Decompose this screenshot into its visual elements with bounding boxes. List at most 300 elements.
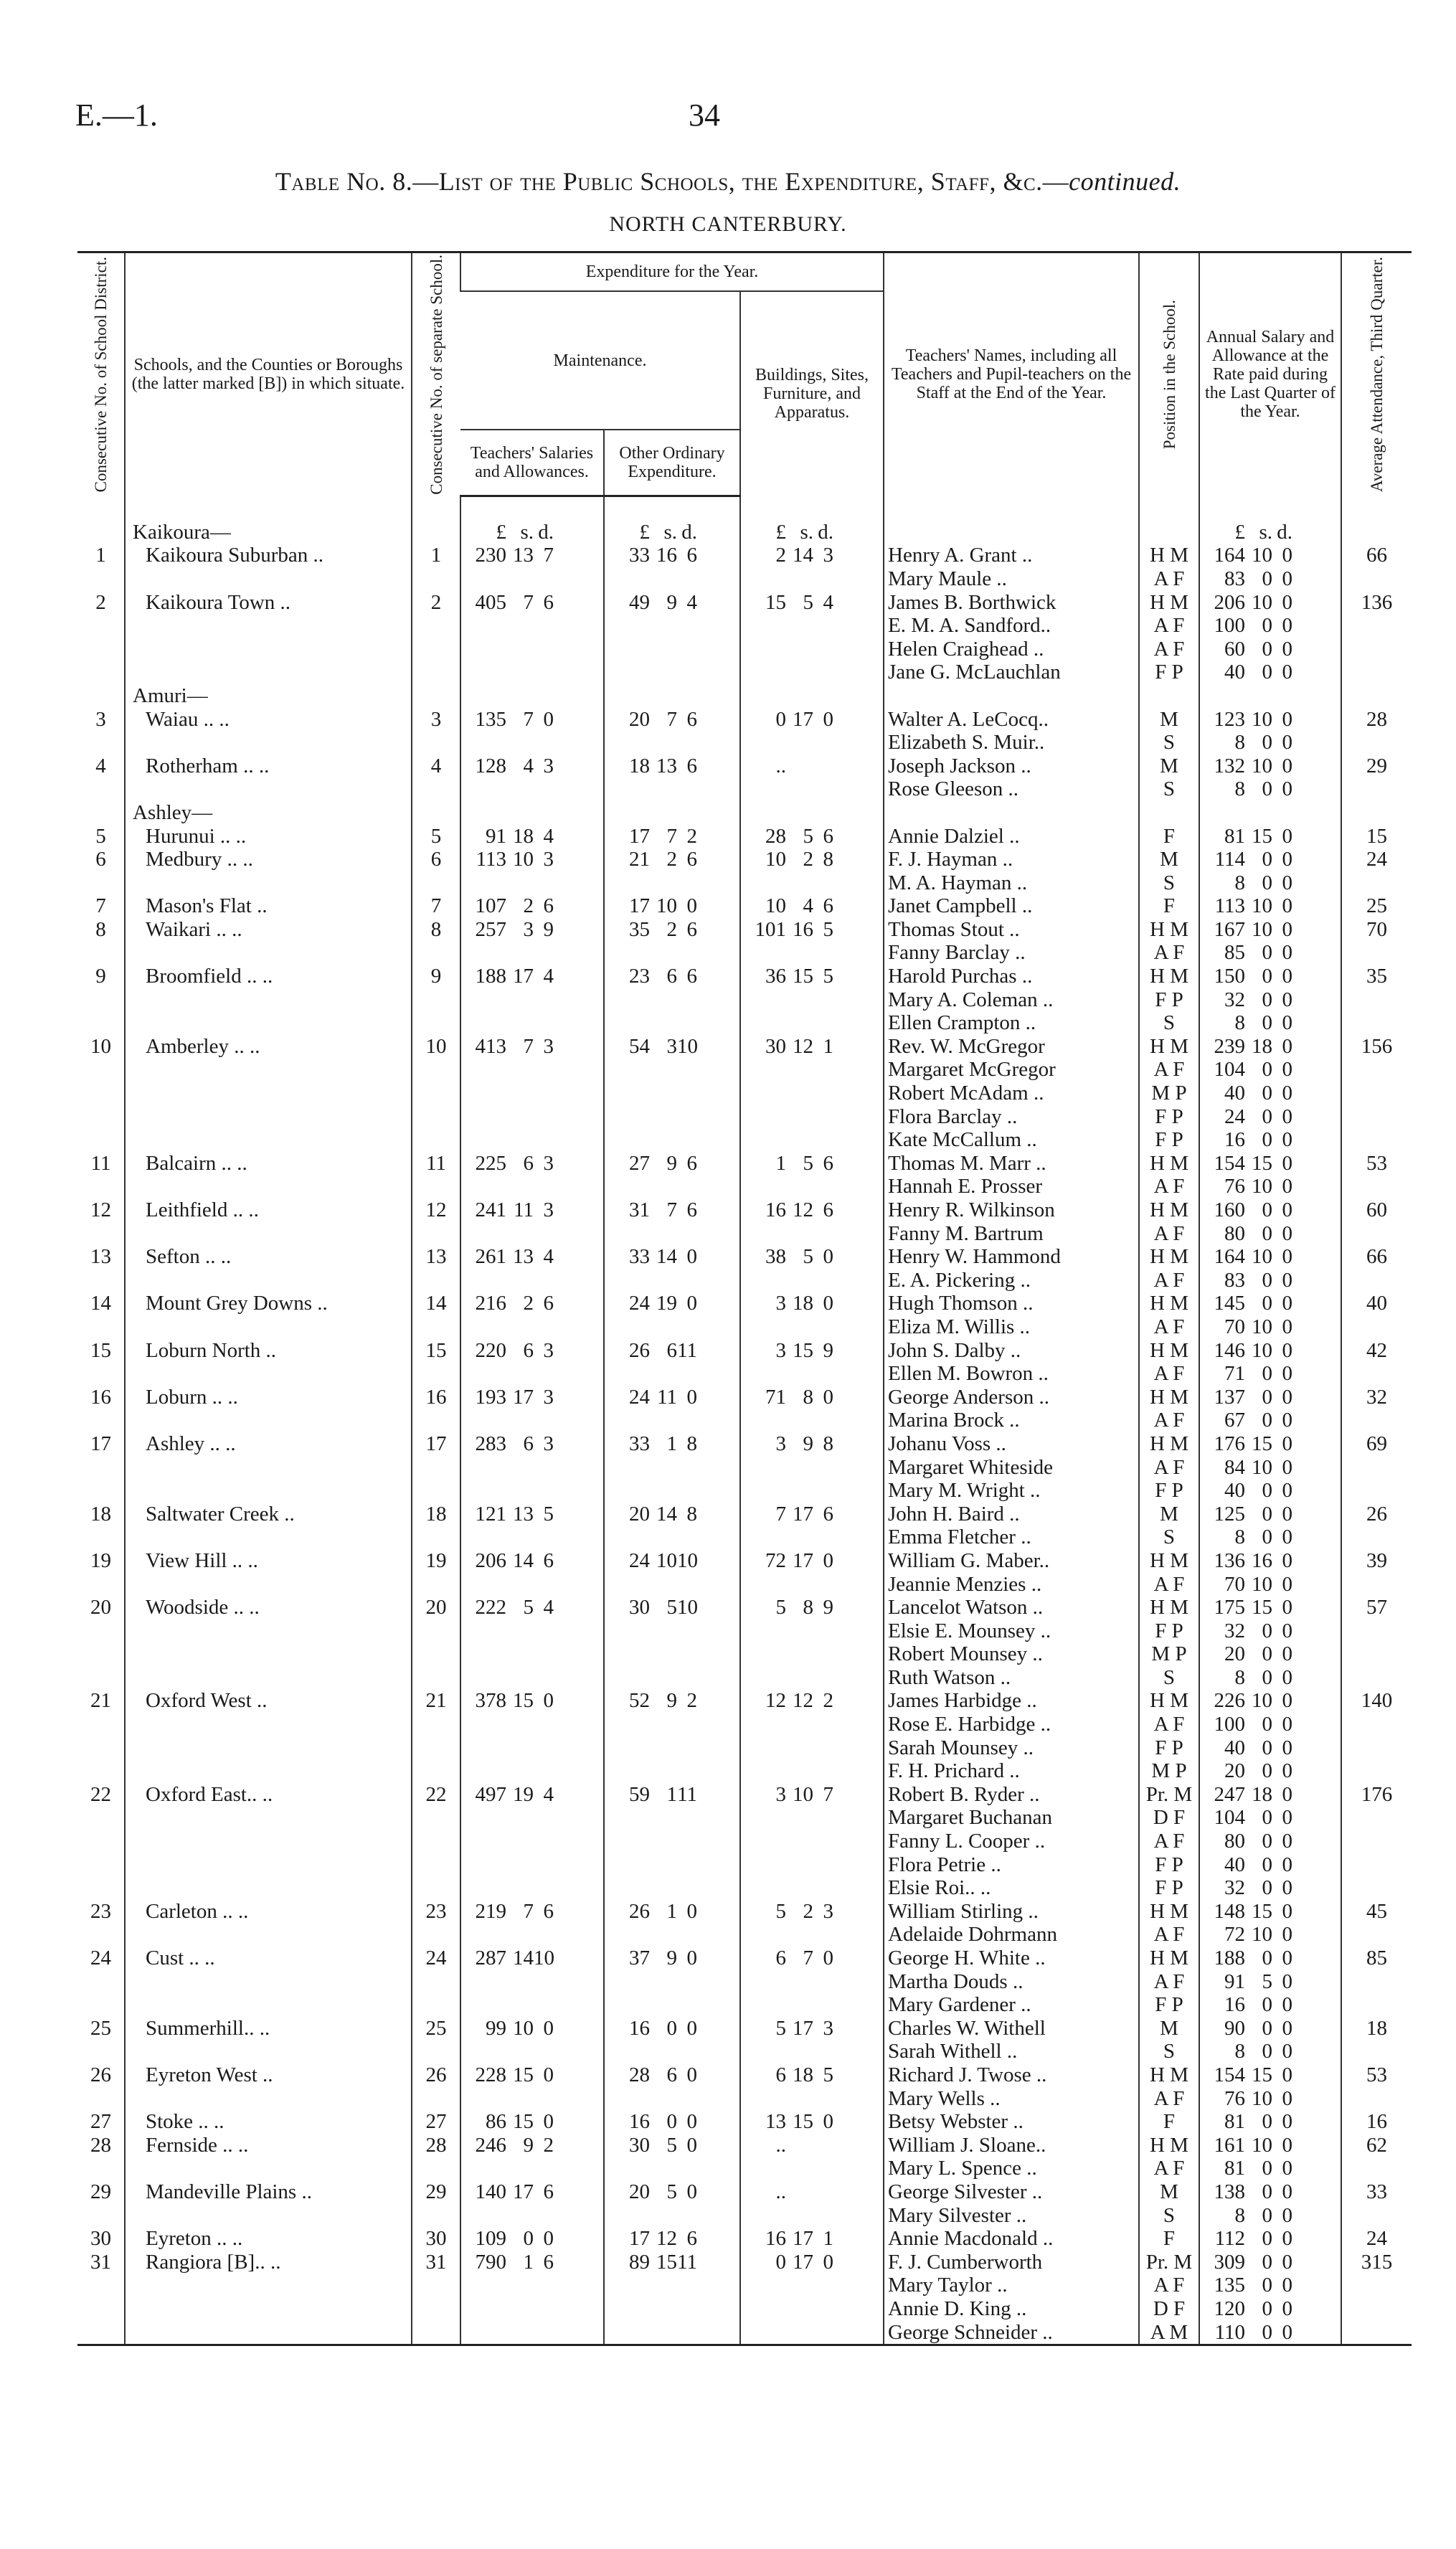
- col-attendance-header: Average Attendance, Third Quarter.: [1341, 252, 1412, 496]
- col-teachers-header: Teachers' Names, including all Teachers and Pupil-teachers on the Staff at the End of the Year.: [884, 252, 1139, 496]
- teacher-row: [77, 2274, 1412, 2297]
- county-group-label: Ashley—: [125, 801, 412, 825]
- cell: [604, 1666, 740, 1690]
- teacher-row: [77, 661, 1412, 684]
- amount-pounds: 790: [475, 2250, 506, 2274]
- cell: [740, 801, 884, 825]
- teacher-position: A F: [1139, 567, 1199, 591]
- cell: [604, 1128, 740, 1152]
- school-row: [77, 1152, 1412, 1176]
- cell: [740, 941, 884, 965]
- cell: [77, 2204, 125, 2228]
- amount-pounds: 100: [1214, 614, 1245, 638]
- amount-pence: 0: [823, 2250, 833, 2274]
- document-code: E.—1.: [75, 98, 158, 133]
- teacher-position: H M: [1139, 1689, 1199, 1713]
- teacher-salary: [1199, 708, 1341, 732]
- district-number: 24: [90, 1947, 111, 1970]
- school-row: [77, 708, 1412, 732]
- amount-pounds: 241: [475, 1198, 506, 1222]
- cell: [125, 1923, 412, 1947]
- amount-pounds: 228: [475, 2063, 506, 2086]
- salaries-amount: [460, 1292, 604, 1315]
- salaries-amount: [460, 965, 604, 988]
- attendance-value: 45: [1341, 1900, 1412, 1924]
- teacher-name: Ruth Watson ..: [884, 1666, 1139, 1690]
- amount-pence: 9: [823, 1596, 833, 1619]
- district-number: 5: [95, 824, 106, 848]
- teacher-salary: [1199, 1876, 1341, 1900]
- teacher-name: Fanny Barclay ..: [884, 941, 1139, 965]
- amount-pence: 0: [686, 2180, 697, 2203]
- amount-shillings: 6: [666, 2063, 677, 2086]
- amount-shillings: 17: [793, 2250, 813, 2274]
- district-number: 28: [90, 2133, 111, 2157]
- cell: [125, 1573, 412, 1597]
- teacher-name: Margaret Buchanan: [884, 1806, 1139, 1830]
- amount-pounds: 3: [775, 1338, 786, 1362]
- attendance-value: 28: [1341, 708, 1412, 732]
- cell: [77, 1526, 125, 1549]
- cell: [125, 2321, 412, 2345]
- school-row: [77, 1339, 1412, 1363]
- buildings-amount: [740, 1035, 884, 1059]
- amount-shillings: 0: [1262, 1502, 1272, 1526]
- school-row: [77, 1198, 1412, 1222]
- amount-shillings: 15: [793, 1338, 813, 1362]
- cell: [460, 988, 604, 1012]
- amount-pence: 0: [1282, 941, 1292, 965]
- amount-shillings: 0: [1262, 2040, 1272, 2063]
- amount-pounds: 206: [475, 1548, 506, 1572]
- amount-shillings: 2: [803, 1899, 813, 1923]
- amount-pence: 0: [543, 2016, 554, 2040]
- school-name: Waikari .. ..: [125, 918, 412, 942]
- amount-pounds: 226: [1214, 1689, 1245, 1713]
- attendance-value: 25: [1341, 894, 1412, 918]
- amount-shillings: 15: [513, 1689, 534, 1713]
- teacher-row: [77, 1713, 1412, 1736]
- amount-shillings: 9: [666, 1689, 677, 1713]
- amount-shillings: 15: [513, 2110, 534, 2134]
- cell: [604, 801, 740, 825]
- cell: [740, 2157, 884, 2180]
- district-number: 23: [90, 1899, 111, 1923]
- teacher-position: F P: [1139, 1853, 1199, 1877]
- cell: [77, 638, 125, 661]
- amount-pounds: 12: [765, 1689, 786, 1713]
- teacher-name: Lancelot Watson ..: [884, 1596, 1139, 1619]
- school-name: Mount Grey Downs ..: [125, 1292, 412, 1315]
- attendance-value: 70: [1341, 918, 1412, 942]
- cell: [460, 496, 604, 521]
- amount-pence: 0: [1282, 1409, 1292, 1432]
- amount-shillings: 0: [1262, 1876, 1272, 1900]
- salaries-amount: [460, 1900, 604, 1924]
- district-number: 18: [90, 1502, 111, 1526]
- amount-pence: 0: [543, 2227, 554, 2251]
- school-row: [77, 755, 1412, 778]
- cell: [460, 731, 604, 755]
- teacher-name: E. A. Pickering ..: [884, 1269, 1139, 1292]
- amount-shillings: 5: [666, 2133, 677, 2157]
- teacher-name: Elsie E. Mounsey ..: [884, 1619, 1139, 1643]
- cell: [77, 731, 125, 755]
- school-number: 26: [412, 2063, 460, 2087]
- teacher-row: [77, 1456, 1412, 1480]
- amount-pence: 9: [543, 917, 554, 941]
- amount-pounds: 81: [1224, 2157, 1245, 2180]
- cell: [77, 1269, 125, 1292]
- school-name: Balcairn .. ..: [125, 1152, 412, 1176]
- teacher-row: [77, 1759, 1412, 1783]
- cell: [1341, 1128, 1412, 1152]
- amount-pence: 0: [1282, 1806, 1292, 1830]
- school-number: 17: [412, 1432, 460, 1456]
- teacher-salary: [1199, 1713, 1341, 1736]
- school-name: Hurunui .. ..: [125, 825, 412, 848]
- school-number: 3: [412, 708, 460, 732]
- school-name: Cust .. ..: [125, 1947, 412, 1970]
- cell: [604, 1479, 740, 1503]
- amount-pence: 8: [823, 1432, 833, 1455]
- amount-shillings: 0: [1262, 2110, 1272, 2134]
- amount-shillings: 5: [803, 1151, 813, 1175]
- cell: [1341, 801, 1412, 825]
- cell: [740, 1759, 884, 1783]
- salaries-amount: [460, 1503, 604, 1526]
- cell: [1341, 1222, 1412, 1246]
- amount-pence: 0: [1282, 2016, 1292, 2040]
- cell: [604, 1409, 740, 1432]
- amount-pence: 0: [1282, 2180, 1292, 2203]
- amount-pence: 0: [543, 2063, 554, 2086]
- amount-pounds: 86: [486, 2110, 506, 2134]
- amount-pounds: 49: [629, 590, 650, 614]
- teacher-salary: [1199, 918, 1341, 942]
- cell: [740, 2087, 884, 2111]
- teacher-row: [77, 2040, 1412, 2063]
- table-title-main: Table No. 8.—List of the Public Schools, the Expenditure, Staff, &c.—: [275, 167, 1069, 196]
- amount-pounds: 188: [475, 965, 506, 988]
- salaries-amount: [460, 1783, 604, 1807]
- cell: [77, 1853, 125, 1877]
- salaries-amount: [460, 755, 604, 778]
- cell: [604, 1713, 740, 1736]
- cell: [1341, 684, 1412, 708]
- other-amount: [604, 2251, 740, 2274]
- amount-pence: 5: [823, 2063, 833, 2086]
- cell: [1341, 2297, 1412, 2321]
- school-number: 21: [412, 1689, 460, 1713]
- teacher-position: S: [1139, 1526, 1199, 1549]
- amount-pence: 6: [543, 1292, 554, 1315]
- school-name: Sefton .. ..: [125, 1245, 412, 1269]
- teacher-position: Pr. M: [1139, 1783, 1199, 1807]
- teacher-row: [77, 1082, 1412, 1105]
- teacher-salary: [1199, 2297, 1341, 2321]
- teacher-name: Harold Purchas ..: [884, 965, 1139, 988]
- cell: [125, 2087, 412, 2111]
- other-amount: [604, 918, 740, 942]
- amount-pounds: 125: [1214, 1502, 1245, 1526]
- other-amount: [604, 2134, 740, 2157]
- amount-shillings: 11: [514, 1198, 534, 1222]
- buildings-amount: [740, 708, 884, 732]
- amount-pence: 0: [686, 894, 697, 918]
- teacher-name: Jeannie Menzies ..: [884, 1573, 1139, 1597]
- cell: [77, 1456, 125, 1480]
- amount-shillings: 9: [523, 2133, 534, 2157]
- cell: [604, 1362, 740, 1386]
- amount-pence: 4: [543, 824, 554, 848]
- buildings-amount: [740, 1596, 884, 1619]
- school-number: 8: [412, 918, 460, 942]
- amount-pence: 6: [543, 2180, 554, 2203]
- salaries-amount: [460, 1152, 604, 1176]
- school-number: 25: [412, 2017, 460, 2040]
- amount-pence: 0: [686, 2016, 697, 2040]
- district-number: 31: [90, 2250, 111, 2274]
- amount-pounds: 230: [475, 544, 506, 567]
- cell: [77, 1666, 125, 1690]
- cell: [77, 1806, 125, 1830]
- amount-pounds: 32: [1224, 1876, 1245, 1900]
- cell: [77, 2157, 125, 2180]
- teacher-position: H M: [1139, 1432, 1199, 1456]
- amount-shillings: 10: [1252, 590, 1272, 614]
- amount-pence: 6: [543, 2250, 554, 2274]
- cell: [125, 2297, 412, 2321]
- teacher-position: S: [1139, 871, 1199, 895]
- amount-pence: 0: [1282, 1338, 1292, 1362]
- amount-pence: 5: [543, 1502, 554, 1526]
- amount-pounds: 71: [765, 1385, 786, 1409]
- school-row: [77, 848, 1412, 871]
- amount-pence: 0: [1282, 1759, 1292, 1783]
- amount-pounds: 222: [475, 1596, 506, 1619]
- amount-shillings: 17: [513, 1385, 534, 1409]
- amount-pence: 9: [823, 1338, 833, 1362]
- amount-pence: 4: [543, 965, 554, 988]
- amount-shillings: 0: [666, 2110, 677, 2134]
- teacher-position: A F: [1139, 638, 1199, 661]
- amount-shillings: 0: [1262, 1642, 1272, 1666]
- cell: [460, 661, 604, 684]
- cell: [1341, 1315, 1412, 1339]
- amount-pounds: 8: [1234, 871, 1245, 894]
- amount-shillings: 0: [1262, 1198, 1272, 1222]
- amount-shillings: 0: [1262, 1619, 1272, 1642]
- cell: [77, 801, 125, 825]
- amount-pounds: 35: [629, 917, 650, 941]
- amount-shillings: 17: [793, 1548, 813, 1572]
- amount-pence: 8: [686, 1432, 697, 1455]
- amount-pounds: 81: [1224, 824, 1245, 848]
- col-position-header: Position in the School.: [1139, 252, 1199, 496]
- salaries-amount: [460, 848, 604, 871]
- cell: [740, 2297, 884, 2321]
- cell: [125, 1456, 412, 1480]
- cell: [77, 1315, 125, 1339]
- cell: [740, 1993, 884, 2017]
- amount-pence: 3: [543, 1432, 554, 1455]
- teacher-position: F: [1139, 2227, 1199, 2251]
- amount-shillings: 0: [1262, 2320, 1272, 2344]
- teacher-position: F P: [1139, 661, 1199, 684]
- teacher-salary: [1199, 848, 1341, 871]
- amount-shillings: 14: [656, 1502, 677, 1526]
- amount-pence: 4: [686, 590, 697, 614]
- amount-shillings: 6: [523, 1338, 534, 1362]
- teacher-position: M: [1139, 848, 1199, 871]
- teacher-salary: [1199, 567, 1341, 591]
- amount-pounds: 109: [475, 2227, 506, 2251]
- teacher-position: F P: [1139, 1105, 1199, 1129]
- amount-pounds: 0: [775, 2250, 786, 2274]
- teacher-position: M: [1139, 755, 1199, 778]
- school-number: 5: [412, 825, 460, 848]
- amount-shillings: s.: [1259, 520, 1272, 544]
- cell: [125, 1315, 412, 1339]
- amount-shillings: 10: [1252, 917, 1272, 941]
- amount-pence: 3: [543, 1338, 554, 1362]
- cell: [740, 1082, 884, 1105]
- amount-pounds: 6: [775, 1947, 786, 1970]
- attendance-value: 136: [1341, 591, 1412, 615]
- amount-pounds: 76: [1224, 2086, 1245, 2110]
- amount-pence: 3: [543, 1198, 554, 1222]
- school-number: 20: [412, 1596, 460, 1619]
- teacher-salary: [1199, 2274, 1341, 2297]
- amount-pence: 0: [1282, 731, 1292, 755]
- cell: [740, 1853, 884, 1877]
- cell: [604, 2087, 740, 2111]
- amount-pounds: 261: [475, 1245, 506, 1269]
- cell: [740, 1011, 884, 1035]
- school-name: Loburn North ..: [125, 1339, 412, 1363]
- teacher-name: Charles W. Withell: [884, 2017, 1139, 2040]
- cell: [77, 684, 125, 708]
- cell: [1341, 988, 1412, 1012]
- amount-pounds: 40: [1224, 1479, 1245, 1503]
- amount-shillings: 5: [1262, 1969, 1272, 1993]
- teacher-salary: [1199, 1011, 1341, 1035]
- amount-pounds: 206: [1214, 590, 1245, 614]
- district-number: 29: [90, 2180, 111, 2203]
- amount-shillings: 0: [1262, 941, 1272, 965]
- cell: [740, 777, 884, 801]
- cell: [412, 801, 460, 825]
- cell: [412, 614, 460, 638]
- cell: [460, 1876, 604, 1900]
- amount-pounds: 135: [475, 707, 506, 731]
- amount-shillings: 15: [1252, 824, 1272, 848]
- amount-shillings: 0: [1262, 2203, 1272, 2227]
- buildings-amount: [740, 2227, 884, 2251]
- cell: [125, 1011, 412, 1035]
- school-row: [77, 825, 1412, 848]
- amount-pounds: 112: [1214, 2227, 1245, 2251]
- amount-pounds: 16: [765, 1198, 786, 1222]
- teacher-salary: [1199, 1128, 1341, 1152]
- amount-pounds: 3: [775, 1782, 786, 1806]
- buildings-amount: [740, 965, 884, 988]
- amount-pence: 0: [1282, 1923, 1292, 1947]
- cell: [604, 1269, 740, 1292]
- cell: [125, 1175, 412, 1198]
- amount-shillings: 0: [1262, 614, 1272, 638]
- amount-pounds: 160: [1214, 1198, 1245, 1222]
- district-number: 11: [90, 1151, 111, 1175]
- cell: [884, 684, 1139, 708]
- amount-pence: 3: [823, 1899, 833, 1923]
- cell: [740, 1573, 884, 1597]
- cell: [604, 1853, 740, 1877]
- cell: [412, 1409, 460, 1432]
- teacher-row: [77, 988, 1412, 1012]
- salaries-amount: [460, 1549, 604, 1573]
- cell: [412, 1315, 460, 1339]
- other-amount: [604, 2227, 740, 2251]
- amount-pence: 8: [823, 848, 833, 871]
- buildings-amount: [740, 2063, 884, 2087]
- amount-pence: 0: [1282, 637, 1292, 661]
- amount-pounds: 16: [629, 2016, 650, 2040]
- amount-pounds: 140: [475, 2180, 506, 2203]
- cell: [1341, 1876, 1412, 1900]
- cell: [604, 661, 740, 684]
- teacher-name: Flora Barclay ..: [884, 1105, 1139, 1129]
- cell: [412, 1759, 460, 1783]
- amount-pence: 3: [543, 1151, 554, 1175]
- amount-pence: 0: [686, 2110, 697, 2134]
- cell: [740, 567, 884, 591]
- teacher-position: H M: [1139, 1152, 1199, 1176]
- salaries-amount: [460, 894, 604, 918]
- cell: [77, 1222, 125, 1246]
- cell: [1341, 1666, 1412, 1690]
- cell: [412, 1479, 460, 1503]
- district-number: 17: [90, 1432, 111, 1455]
- school-row: [77, 2180, 1412, 2204]
- school-number: 12: [412, 1198, 460, 1222]
- amount-pounds: 164: [1214, 1245, 1245, 1269]
- amount-shillings: 18: [513, 824, 534, 848]
- teacher-salary: [1199, 2017, 1341, 2040]
- cell: [740, 661, 884, 684]
- cell: [1341, 2087, 1412, 2111]
- amount-pence: 0: [1282, 2274, 1292, 2297]
- cell: [412, 941, 460, 965]
- amount-shillings: 6: [523, 1151, 534, 1175]
- amount-pence: 0: [543, 707, 554, 731]
- amount-shillings: 14: [656, 1245, 677, 1269]
- teacher-position: M P: [1139, 1082, 1199, 1105]
- district-number: 8: [95, 917, 106, 941]
- teacher-row: [77, 1736, 1412, 1760]
- cell: [1341, 614, 1412, 638]
- amount-pence: 6: [686, 848, 697, 871]
- amount-shillings: 0: [1262, 2274, 1272, 2297]
- cell: [1341, 1011, 1412, 1035]
- amount-pence: 0: [1282, 1899, 1292, 1923]
- cell: [740, 1222, 884, 1246]
- school-number: 10: [412, 1035, 460, 1059]
- cell: [604, 871, 740, 895]
- cell: [604, 1105, 740, 1129]
- cell: [460, 1175, 604, 1198]
